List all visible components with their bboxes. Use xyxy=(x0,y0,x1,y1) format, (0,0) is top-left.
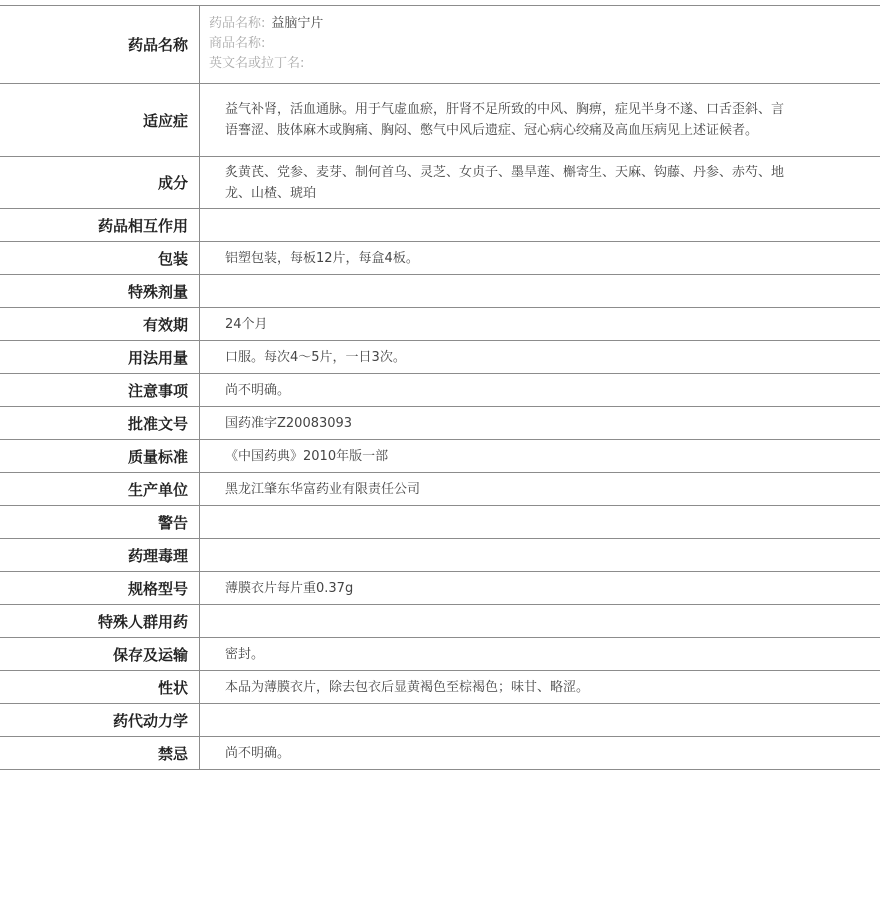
row-value xyxy=(200,407,880,439)
row-value xyxy=(200,374,880,406)
row-value xyxy=(200,506,880,538)
row-value-text: 国药准字Z20083093 xyxy=(225,415,353,431)
row-value-text: 《中国药典》2010年版一部 xyxy=(225,448,389,464)
row-value xyxy=(200,539,880,571)
row-label: 用法用量 xyxy=(0,341,200,373)
row-label: 特殊剂量 xyxy=(0,275,200,307)
row-ingredients xyxy=(0,157,880,209)
row-value-text: 密封。 xyxy=(225,646,265,662)
drug-info-table xyxy=(0,5,880,770)
row-label: 保存及运输 xyxy=(0,638,200,670)
row-label: 药代动力学 xyxy=(0,704,200,736)
row-label: 成分 xyxy=(0,157,200,208)
row-pharmacokinetics xyxy=(0,704,880,737)
row-value-text: 铝塑包装，每板12片，每盒4板。 xyxy=(225,250,419,266)
row-label: 药理毒理 xyxy=(0,539,200,571)
row-value-text: 口服。每次4～5片，一日3次。 xyxy=(225,349,406,365)
row-shelf-life xyxy=(0,308,880,341)
row-drug-name xyxy=(0,6,880,84)
row-value xyxy=(200,242,880,274)
trade-name-key: 商品名称: xyxy=(209,36,266,51)
row-warning xyxy=(0,506,880,539)
row-label: 有效期 xyxy=(0,308,200,340)
row-value xyxy=(200,341,880,373)
row-value-text: 24个月 xyxy=(225,316,268,332)
row-storage xyxy=(0,638,880,671)
row-approval-number xyxy=(0,407,880,440)
row-value xyxy=(200,275,880,307)
row-value xyxy=(200,572,880,604)
row-label: 性状 xyxy=(0,671,200,703)
english-name-line xyxy=(209,54,310,74)
row-value-text: 益气补肾，活血通脉。用于气虚血瘀，肝肾不足所致的中风、胸痹，症见半身不遂、口舌歪斜、言语謇涩、肢体麻木或胸痛、胸闷、憋气中风后遗症、冠心病心绞痛及高血压病见上述证候者。 xyxy=(225,102,785,138)
row-value xyxy=(200,737,880,769)
row-label: 药品名称 xyxy=(0,6,200,83)
row-specification xyxy=(0,572,880,605)
row-label: 注意事项 xyxy=(0,374,200,406)
row-value xyxy=(200,84,880,156)
row-value xyxy=(200,473,880,505)
generic-name-line xyxy=(209,14,323,34)
row-value xyxy=(200,308,880,340)
row-value xyxy=(200,704,880,736)
drug-name-values xyxy=(200,6,880,83)
row-value xyxy=(200,638,880,670)
row-description xyxy=(0,671,880,704)
row-interactions xyxy=(0,209,880,242)
row-dosage xyxy=(0,341,880,374)
row-label: 禁忌 xyxy=(0,737,200,769)
row-value-text: 炙黄芪、党参、麦芽、制何首乌、灵芝、女贞子、墨旱莲、槲寄生、天麻、钩藤、丹参、赤芍、地龙、山楂、琥珀 xyxy=(225,164,785,201)
row-pharmacology xyxy=(0,539,880,572)
row-label: 警告 xyxy=(0,506,200,538)
row-quality-standard xyxy=(0,440,880,473)
row-indications xyxy=(0,84,880,157)
english-name-key: 英文名或拉丁名: xyxy=(209,56,305,71)
row-label: 适应症 xyxy=(0,84,200,156)
row-label: 规格型号 xyxy=(0,572,200,604)
row-packaging xyxy=(0,242,880,275)
row-label: 药品相互作用 xyxy=(0,209,200,241)
row-value xyxy=(200,209,880,241)
row-value xyxy=(200,157,880,208)
trade-name-line xyxy=(209,34,271,54)
row-label: 质量标准 xyxy=(0,440,200,472)
row-manufacturer xyxy=(0,473,880,506)
row-value-text: 薄膜衣片每片重0.37g xyxy=(225,580,354,596)
row-label: 批准文号 xyxy=(0,407,200,439)
row-contraindications xyxy=(0,737,880,770)
row-value-text: 尚不明确。 xyxy=(225,745,291,761)
row-special-populations xyxy=(0,605,880,638)
row-precautions xyxy=(0,374,880,407)
row-value xyxy=(200,671,880,703)
row-value xyxy=(200,440,880,472)
row-value xyxy=(200,605,880,637)
row-special-dosage xyxy=(0,275,880,308)
row-label: 特殊人群用药 xyxy=(0,605,200,637)
row-value-text: 黑龙江肇东华富药业有限责任公司 xyxy=(225,481,421,497)
row-label: 包装 xyxy=(0,242,200,274)
row-value-text: 尚不明确。 xyxy=(225,382,291,398)
generic-name-key: 药品名称: xyxy=(209,16,266,31)
row-value-text: 本品为薄膜衣片，除去包衣后显黄褐色至棕褐色；味甘、略涩。 xyxy=(225,679,590,695)
row-label: 生产单位 xyxy=(0,473,200,505)
generic-name-value: 益脑宁片 xyxy=(271,16,324,31)
